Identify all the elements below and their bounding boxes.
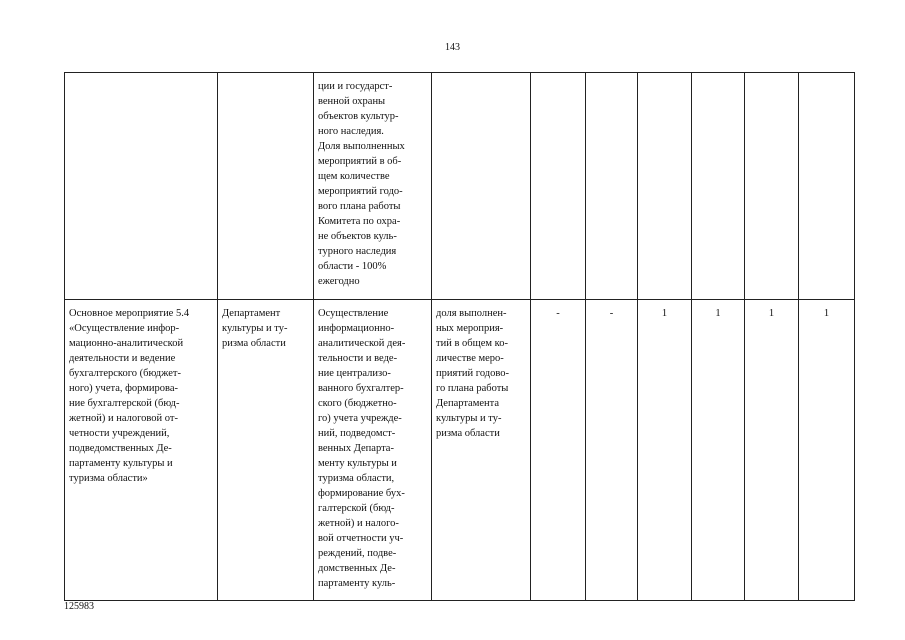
table-row xyxy=(65,300,855,601)
value-cell: - xyxy=(531,300,586,601)
value-cell: 1 xyxy=(745,300,799,601)
table-cell xyxy=(65,73,218,300)
indicator-cell: доля выполнен- ных мероприя- тий в общем ко- личестве меро- приятий годово- го плана работы Департамента культуры и ту- ризма области xyxy=(432,300,531,601)
table-cell xyxy=(218,73,314,300)
table-cell xyxy=(531,73,586,300)
value-cell: 1 xyxy=(799,300,855,601)
table-cell xyxy=(432,73,531,300)
value-cell: 1 xyxy=(692,300,745,601)
table-cell xyxy=(638,73,692,300)
indicator-description-cell: ции и государст- венной охраны объектов культур- ного наследия. Доля выполненных мероприятий в об- щем количестве мероприятий годо- вого плана работы Комитета по охра- не объектов куль- турного наследия области - 100% ежегодно xyxy=(314,73,432,300)
value-cell: - xyxy=(586,300,638,601)
value-cell: 1 xyxy=(638,300,692,601)
measures-table xyxy=(64,72,855,601)
page-number: 143 xyxy=(445,42,460,53)
table-cell xyxy=(586,73,638,300)
table-cell xyxy=(799,73,855,300)
table-cell xyxy=(745,73,799,300)
expected-result-cell: Осуществление информационно- аналитической дея- тельности и веде- ние централизо- ванного бухгалтер- ского (бюджетно- го) учета учрежде- ний, подведомст- венных Департа- менту культуры и туризма области, формирование бух- галтерской (бюд- жетной) и налого- вой отчетности уч- реждений, подве- домственных Де- партаменту куль- xyxy=(314,300,432,601)
document-code: 125983 xyxy=(64,601,94,612)
measure-name-cell: Основное мероприятие 5.4 «Осуществление инфор- мационно-аналитической деятельности и ведение бухгалтерского (бюджет- ного) учета, формирова- ние бухгалтерской (бюд- жетной) и налоговой от- четности учреждений, подведомственных Де- партаменту культуры и туризма области» xyxy=(65,300,218,601)
table-cell xyxy=(692,73,745,300)
table-row xyxy=(65,73,855,300)
executor-cell: Департамент культуры и ту- ризма области xyxy=(218,300,314,601)
